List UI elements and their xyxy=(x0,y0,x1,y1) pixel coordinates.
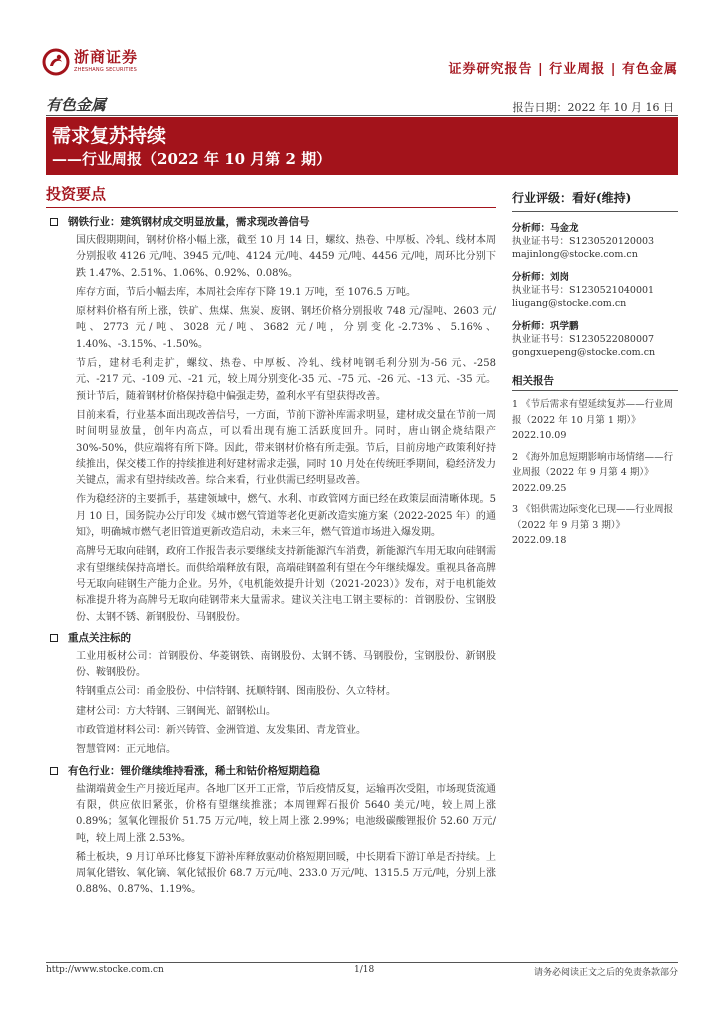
report-date: 报告日期：2022 年 10 月 16 日 xyxy=(512,101,674,114)
analyst-name: 分析师：巩学鹏 xyxy=(512,321,579,332)
footer-url: http://www.stocke.com.cn xyxy=(46,965,164,975)
analyst-card xyxy=(512,320,678,359)
paragraph: 市政管道材料公司：新兴铸管、金洲管道、友发集团、青龙管业。 xyxy=(76,725,366,737)
brand-name-en: ZHESHANG SECURITIES xyxy=(74,67,137,73)
analyst-name: 分析师：刘岗 xyxy=(512,272,570,283)
paragraph: 原材料价格有所上涨，铁矿、焦煤、焦炭、废钢、钢坯价格分别报收 748 元/湿吨、2603 元/吨、2773 元/吨、3028 元/吨、3682 元/吨，分别变化-2.73%、5.16%、1.40%、-3.15%、-1.50%。 xyxy=(76,306,496,350)
paragraph: 建材公司：方大特钢、三钢闽光、韶钢松山。 xyxy=(76,705,276,717)
bullet-focus: 重点关注标的 xyxy=(46,630,496,646)
industry-rating: 行业评级：看好(维持) xyxy=(512,184,678,212)
analyst-email: majinlong@stocke.com.cn xyxy=(512,249,638,260)
page-header xyxy=(0,0,724,96)
paragraph: 库存方面，节后小幅去库，本周社会库存下降 19.1 万吨，至 1076.5 万吨。 xyxy=(76,286,416,298)
related-report-item: 1 《节后需求有望延续复苏——行业周报（2022 年 10 月第 1 期）》 2022.10.09 xyxy=(512,399,674,441)
main-column xyxy=(46,184,496,899)
analyst-email: gongxuepeng@stocke.com.cn xyxy=(512,347,656,358)
brand-logo-text xyxy=(74,48,138,74)
analyst-cert: 执业证书号：S1230521040001 xyxy=(512,285,655,296)
brand-logo xyxy=(42,48,160,82)
analyst-card xyxy=(512,222,678,261)
report-title: 需求复苏持续 xyxy=(52,125,167,147)
paragraph: 作为稳经济的主要抓手，基建领域中，燃气、水利、市政管网方面已经在政策层面清晰体现。5 月 10 日，国务院办公厅印发《城市燃气管道等老化更新改造实施方案（2022-2025 年）的通知》，明确城市燃气老旧管道更新改造启动，未来三年，燃气管道市场进入爆发期。 xyxy=(76,494,496,539)
paragraph: 智慧管网：正元地信。 xyxy=(76,744,176,756)
report-type: 证券研究报告 | 行业周报 | 有色金属 xyxy=(448,62,678,77)
paragraph: 国庆假期期间，钢材价格小幅上涨，截至 10 月 14 日，螺纹、热卷、中厚板、冷轧、线材本周分别报收 4126 元/吨、3945 元/吨、4124 元/吨、4459 元/吨、4456 元/吨，周环比分别下跌 1.47%、2.51%、1.06%、0.92%、0.08%。 xyxy=(76,235,496,279)
sector-line xyxy=(46,94,678,116)
related-reports-heading: 相关报告 xyxy=(512,373,678,391)
section-heading: 投资要点 xyxy=(46,184,496,208)
related-report-item: 3 《铝供需边际变化已现——行业周报（2022 年 9 月第 3 期）》 2022.09.18 xyxy=(512,504,674,546)
paragraph: 盐湖端黄金生产月接近尾声。各地厂区开工正常，节后疫情反复，运输再次受阻，市场现货流通有限，供应依旧紧张，价格有望继续推涨；本周锂辉石报价 5640 美元/吨，较上周上涨 0.89%；氢氧化锂报价 51.75 万元/吨，较上周上涨 2.99%；电池级碳酸锂报价 52.60 万元/吨，较上周上涨 2.53%。 xyxy=(76,783,496,844)
analyst-cert: 执业证书号：S1230522080007 xyxy=(512,334,655,345)
related-report-item: 2 《海外加息短期影响市场情绪——行业周报（2022 年 9 月第 4 期）》 2022.09.25 xyxy=(512,451,674,494)
bullet-steel: 钢铁行业：建筑钢材成交明显放量，需求现改善信号 xyxy=(46,214,496,230)
sector-name: 有色金属 xyxy=(46,96,107,114)
paragraph: 节后，建材毛利走扩，螺纹、热卷、中厚板、冷轧、线材吨钢毛利分别为-56 元、-258 元、-217 元、-109 元、-21 元，较上周分别变化-35 元、-75 元、-26 元、-13 元、-35 元。预计节后，随着钢材价格保持稳中偏强走势，盈利水平有望获得改善。 xyxy=(76,358,496,402)
page-number: 1/18 xyxy=(354,965,375,975)
disclaimer-note: 请务必阅读正文之后的免责条款部分 xyxy=(533,968,678,978)
page-footer xyxy=(46,962,678,976)
paragraph: 稀土板块，9 月订单环比修复下游补库释放驱动价格短期回暖，中长期看下游订单是否持续。上周氧化镨钕、氧化镝、氧化铽报价 68.7 万元/吨、233.0 万元/吨、1315.5 万元/吨，分别上涨 0.88%、0.87%、1.19%。 xyxy=(76,851,496,896)
paragraph: 目前来看，行业基本面出现改善信号，一方面，节前下游补库需求明显，建材成交量在节前一周时间明显放量，创年内高点，可以看出现有施工活跃度回升。同时，唐山钢企烧结限产 30%-50%，供应端将有所下降。因此，带来钢材价格有所走强。节后，目前房地产政策利好持续推出，保交楼工作的持续推进利好建材需求走强，同时 10 月处在传统旺季期间，稳经济发力关键点，需求有望持续改善。综合来看，行业供需已经明显改善。 xyxy=(76,409,496,487)
brand-name-cn: 浙商证券 xyxy=(74,48,139,66)
analyst-name: 分析师：马金龙 xyxy=(512,223,579,234)
paragraph: 特钢重点公司：甬金股份、中信特钢、抚顺特钢、图南股份、久立特材。 xyxy=(76,686,396,698)
paragraph: 高牌号无取向硅钢，政府工作报告表示要继续支持新能源汽车消费，新能源汽车用无取向硅钢需求有望继续保持高增长。而供给端释放有限，高端硅钢盈利有望在今年继续爆发。重视具备高牌号无取向硅钢生产能力企业。另外，《电机能效提升计划（2021-2023）》发布，对于电机能效标准提升将为高牌号无取向硅钢带来大量需求。建议关注电工钢主要标的：首钢股份、宝钢股份、太钢不锈、新钢股份、马钢股份。 xyxy=(76,546,496,623)
paragraph: 工业用板材公司：首钢股份、华菱钢铁、南钢股份、太钢不锈、马钢股份，宝钢股份、新钢股份、鞍钢股份。 xyxy=(76,650,496,679)
analyst-card xyxy=(512,271,678,310)
analyst-cert: 执业证书号：S1230520120003 xyxy=(512,236,655,247)
brand-logo-icon xyxy=(42,48,70,76)
bullet-nonferrous: 有色行业：锂价继续维持看涨，稀土和钴价格短期趋稳 xyxy=(46,763,496,779)
title-bar xyxy=(46,117,678,175)
sidebar xyxy=(512,184,678,549)
report-subtitle: ——行业周报（2022 年 10 月第 2 期） xyxy=(52,150,332,168)
analyst-email: liugang@stocke.com.cn xyxy=(512,298,627,309)
